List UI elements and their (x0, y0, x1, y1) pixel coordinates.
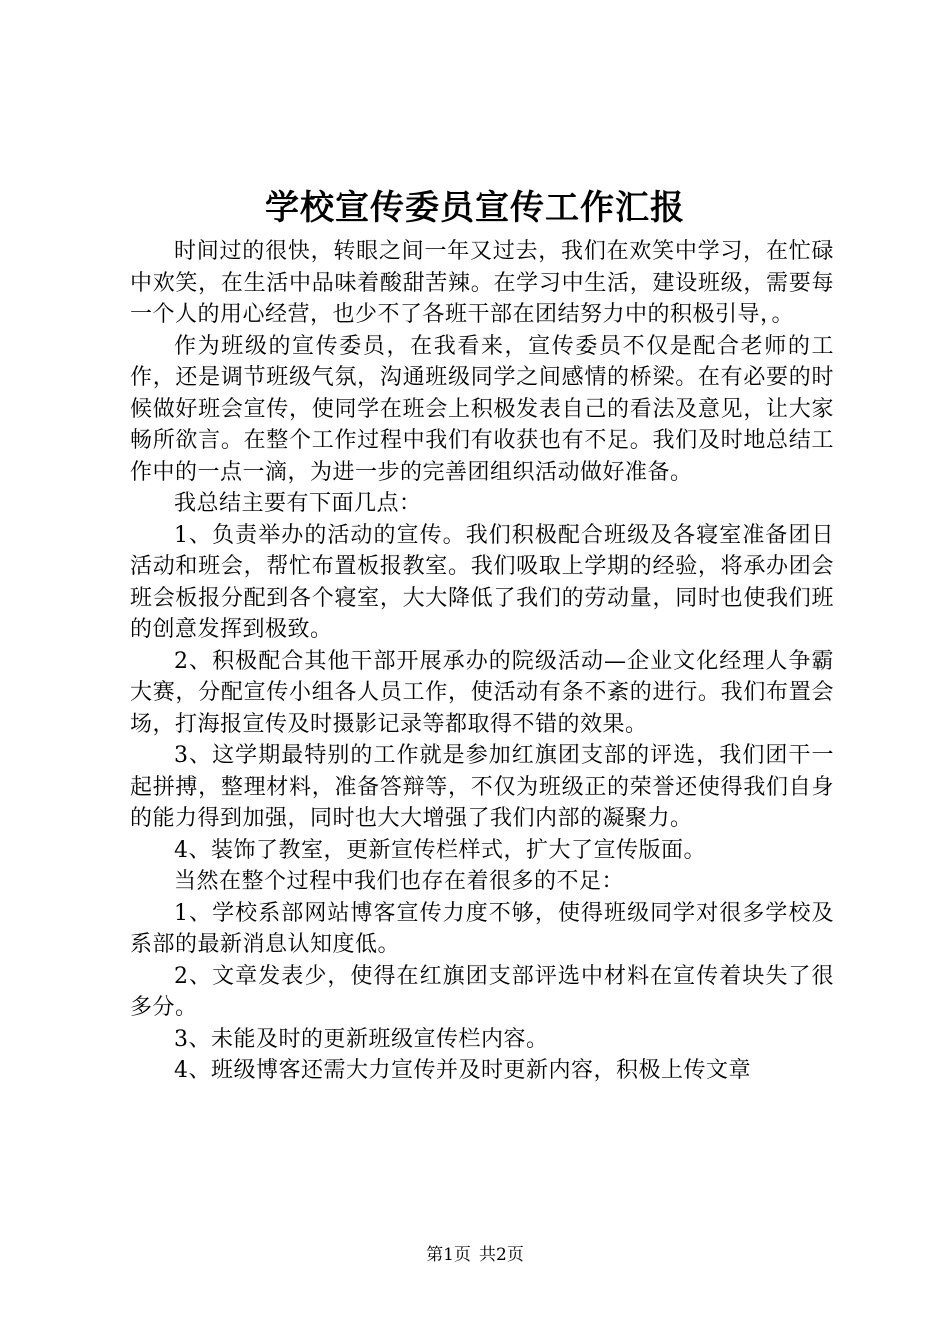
page-number: 第1页 (426, 1245, 471, 1265)
document-body (130, 236, 834, 1087)
paragraph: 2、文章发表少，使得在红旗团支部评选中材料在宣传着块失了很多分。 (130, 963, 834, 1020)
paragraph: 时间过的很快，转眼之间一年又过去，我们在欢笑中学习，在忙碌中欢笑，在生活中品味着酸甜苦辣。在学习中生活，建设班级，需要每一个人的用心经营，也少不了各班干部在团结努力中的积极引导，。 (130, 239, 834, 327)
paragraph: 作为班级的宣传委员，在我看来，宣传委员不仅是配合老师的工作，还是调节班级气氛，沟通班级同学之间感情的桥梁。在有必要的时候做好班会宣传，使同学在班会上积极发表自己的看法及意见，让大家畅所欲言。在整个工作过程中我们有收获也有不足。我们及时地总结工作中的一点一滴，为进一步的完善团组织活动做好准备。 (130, 333, 834, 485)
paragraph: 我总结主要有下面几点： (174, 491, 422, 516)
paragraph: 3、这学期最特别的工作就是参加红旗团支部的评选，我们团干一起拼搏，整理材料，准备答辩等，不仅为班级正的荣誉还使得我们自身的能力得到加强，同时也大大增强了我们内部的凝聚力。 (130, 743, 834, 831)
paragraph: 4、装饰了教室，更新宣传栏样式，扩大了宣传版面。 (174, 837, 706, 863)
paragraph: 1、负责举办的活动的宣传。我们积极配合班级及各寝室准备团日活动和班会，帮忙布置板报教室。我们吸取上学期的经验，将承办团会班会板报分配到各个寝室，大大降低了我们的劳动量，同时也使我们班的创意发挥到极致。 (130, 522, 834, 642)
paragraph: 3、未能及时的更新班级宣传栏内容。 (174, 1026, 549, 1052)
paragraph: 当然在整个过程中我们也存在着很多的不足： (174, 869, 625, 894)
paragraph: 2、积极配合其他干部开展承办的院级活动—企业文化经理人争霸大赛，分配宣传小组各人员工作，使活动有条不紊的进行。我们布置会场，打海报宣传及时摄影记录等都取得不错的效果。 (130, 648, 834, 737)
paragraph: 1、学校系部网站博客宣传力度不够，使得班级同学对很多学校及系部的最新消息认知度低。 (130, 900, 834, 957)
paragraph: 4、班级博客还需大力宣传并及时更新内容，积极上传文章 (174, 1058, 751, 1083)
page-total: 共2页 (479, 1245, 524, 1265)
page-footer (0, 1244, 950, 1266)
document-title: 学校宣传委员宣传工作汇报 (265, 188, 685, 228)
